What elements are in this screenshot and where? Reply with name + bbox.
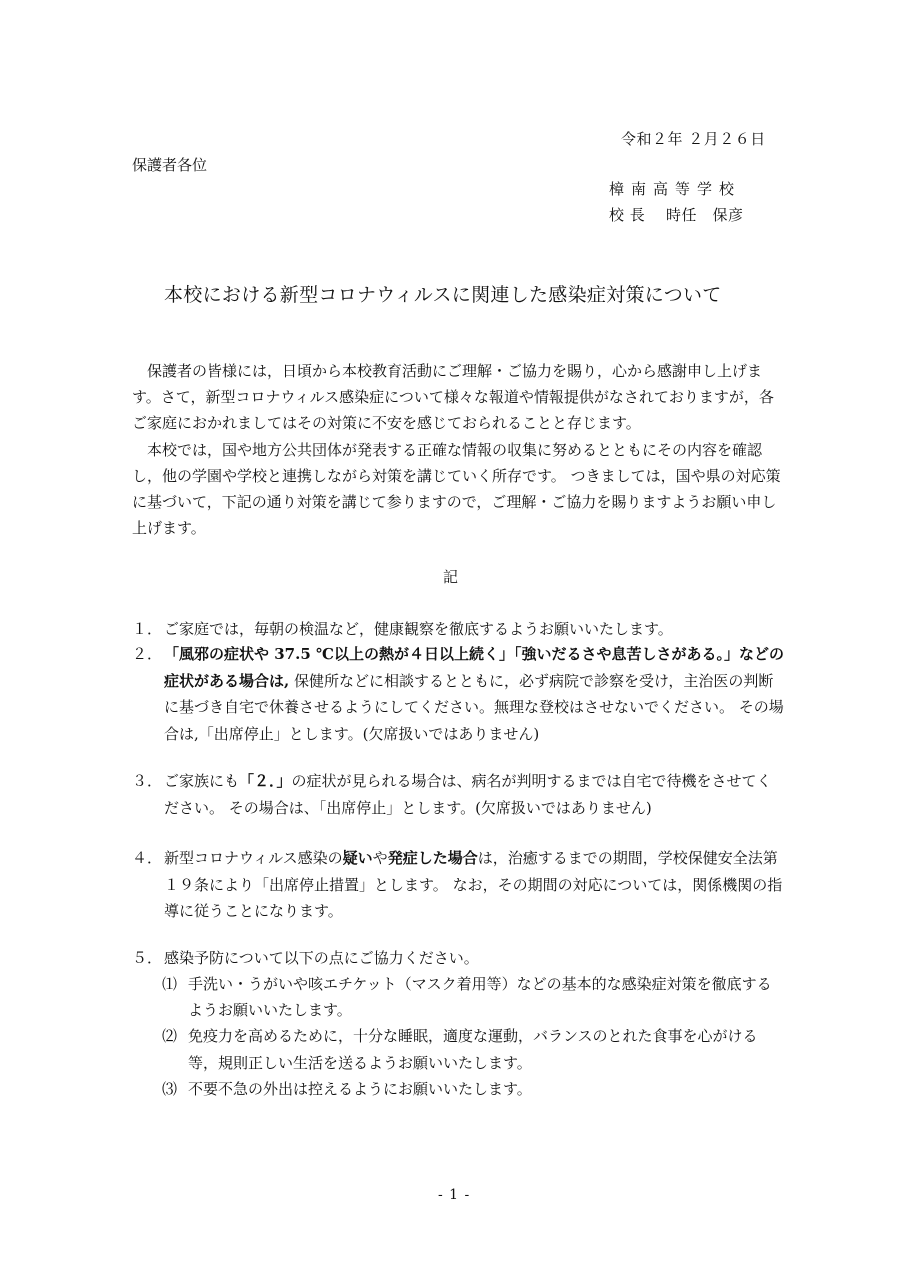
intro-paragraph-2: 本校では，国や地方公共団体が発表する正確な情報の収集に努めるとともにその内容を確認し，他の学園や学校と連携しながら対策を講じていく所存です。 つきましては，国や県の対応策に基づいて，下記の通り対策を講じて参りますので，ご理解・ご協力を賜りますようお願い申し上げます。 xyxy=(132,440,781,538)
item-text-plain: 保健所などに相談するとともに，必ず病院で診察を受け，主治医の判断に基づき自宅で休養させるようにしてください。無理な登校はさせないでください。 その場合は,「出席停止」とします。(欠席扱いではありません) xyxy=(164,671,784,743)
item-number: １． xyxy=(132,620,163,638)
list-item-1 xyxy=(132,616,784,643)
item-text-bold: 「風邪の症状や 37.5 ℃以上の熱が４日以上続く」「強いだるさや息苦しさがある。」などの症状がある場合は, xyxy=(164,645,784,690)
list-item-5 xyxy=(132,945,784,972)
sub-item-marker: ⑶ xyxy=(162,1079,178,1098)
sub-item-text: 手洗い・うがいや咳エチケット（マスク着用等）などの基本的な感染症対策を徹底するようお願いいたします。 xyxy=(188,975,772,1020)
sub-item-3 xyxy=(162,1076,782,1102)
list-item-2 xyxy=(132,641,784,747)
item-text-bold: 「２．」 xyxy=(239,772,292,790)
principal-name: 校 長 時任 保彦 xyxy=(609,206,744,224)
item-text-bold-1: 疑い xyxy=(342,849,373,867)
item-text-bold-2: 発症した場合 xyxy=(387,849,478,867)
sub-item-text: 不要不急の外出は控えるようにお願いいたします。 xyxy=(188,1079,532,1098)
document-date: 令和２年 ２月２６日 xyxy=(621,130,766,148)
item-text: 感染予防について以下の点にご協力ください。 xyxy=(164,949,479,967)
sub-item-1 xyxy=(162,971,782,1023)
sub-item-marker: ⑵ xyxy=(162,1027,178,1046)
item-text: ご家庭では，毎朝の検温など，健康観察を徹底するようお願いいたします。 xyxy=(164,620,673,638)
item-text-before: 新型コロナウィルス感染の xyxy=(164,849,343,867)
school-name: 樟南高等学校 xyxy=(609,180,742,198)
sub-item-marker: ⑴ xyxy=(162,975,178,993)
sub-item-text: 免疫力を高めるために，十分な睡眠，適度な運動，バランスのとれた食事を心がける等，規則正しい生活を送るようお願いいたします。 xyxy=(188,1027,758,1072)
page-number: - 1 - xyxy=(438,1187,471,1203)
item-text-after: の症状が見られる場合は、病名が判明するまでは自宅で待機をさせてください。 その場合は、「出席停止」とします。(欠席扱いではありません) xyxy=(164,772,772,817)
item-text-mid: や xyxy=(372,849,388,867)
item-text-after: は，治癒するまでの期間，学校保健安全法第１９条により「出席停止措置」とします。 なお，その期間の対応については，関係機関の指導に従うことになります。 xyxy=(164,849,783,921)
intro-section xyxy=(132,358,784,541)
list-item-4 xyxy=(132,845,784,925)
item-number: ４． xyxy=(132,849,163,867)
sub-item-2 xyxy=(162,1023,782,1075)
item-number: ５． xyxy=(132,949,163,967)
ki-heading: 記 xyxy=(443,568,459,586)
item-text-before: ご家族にも xyxy=(164,772,240,790)
item-text xyxy=(164,845,784,925)
item-number: ２． xyxy=(132,645,163,663)
intro-paragraph-1: 保護者の皆様には，日頃から本校教育活動にご理解・ご協力を賜り，心から感謝申し上げます。さて，新型コロナウィルス感染症について様々な報道や情報提供がなされておりますが，各ご家庭におかれましてはその対策に不安を感じておられることと存じます。 xyxy=(132,362,774,433)
sub-items-list xyxy=(162,971,782,1102)
item-number: ３． xyxy=(132,772,163,790)
item-text xyxy=(164,768,784,821)
list-item-3 xyxy=(132,768,784,821)
item-text xyxy=(164,641,784,747)
document-title: 本校における新型コロナウィルスに関連した感染症対策について xyxy=(164,284,722,306)
recipient: 保護者各位 xyxy=(132,156,208,174)
